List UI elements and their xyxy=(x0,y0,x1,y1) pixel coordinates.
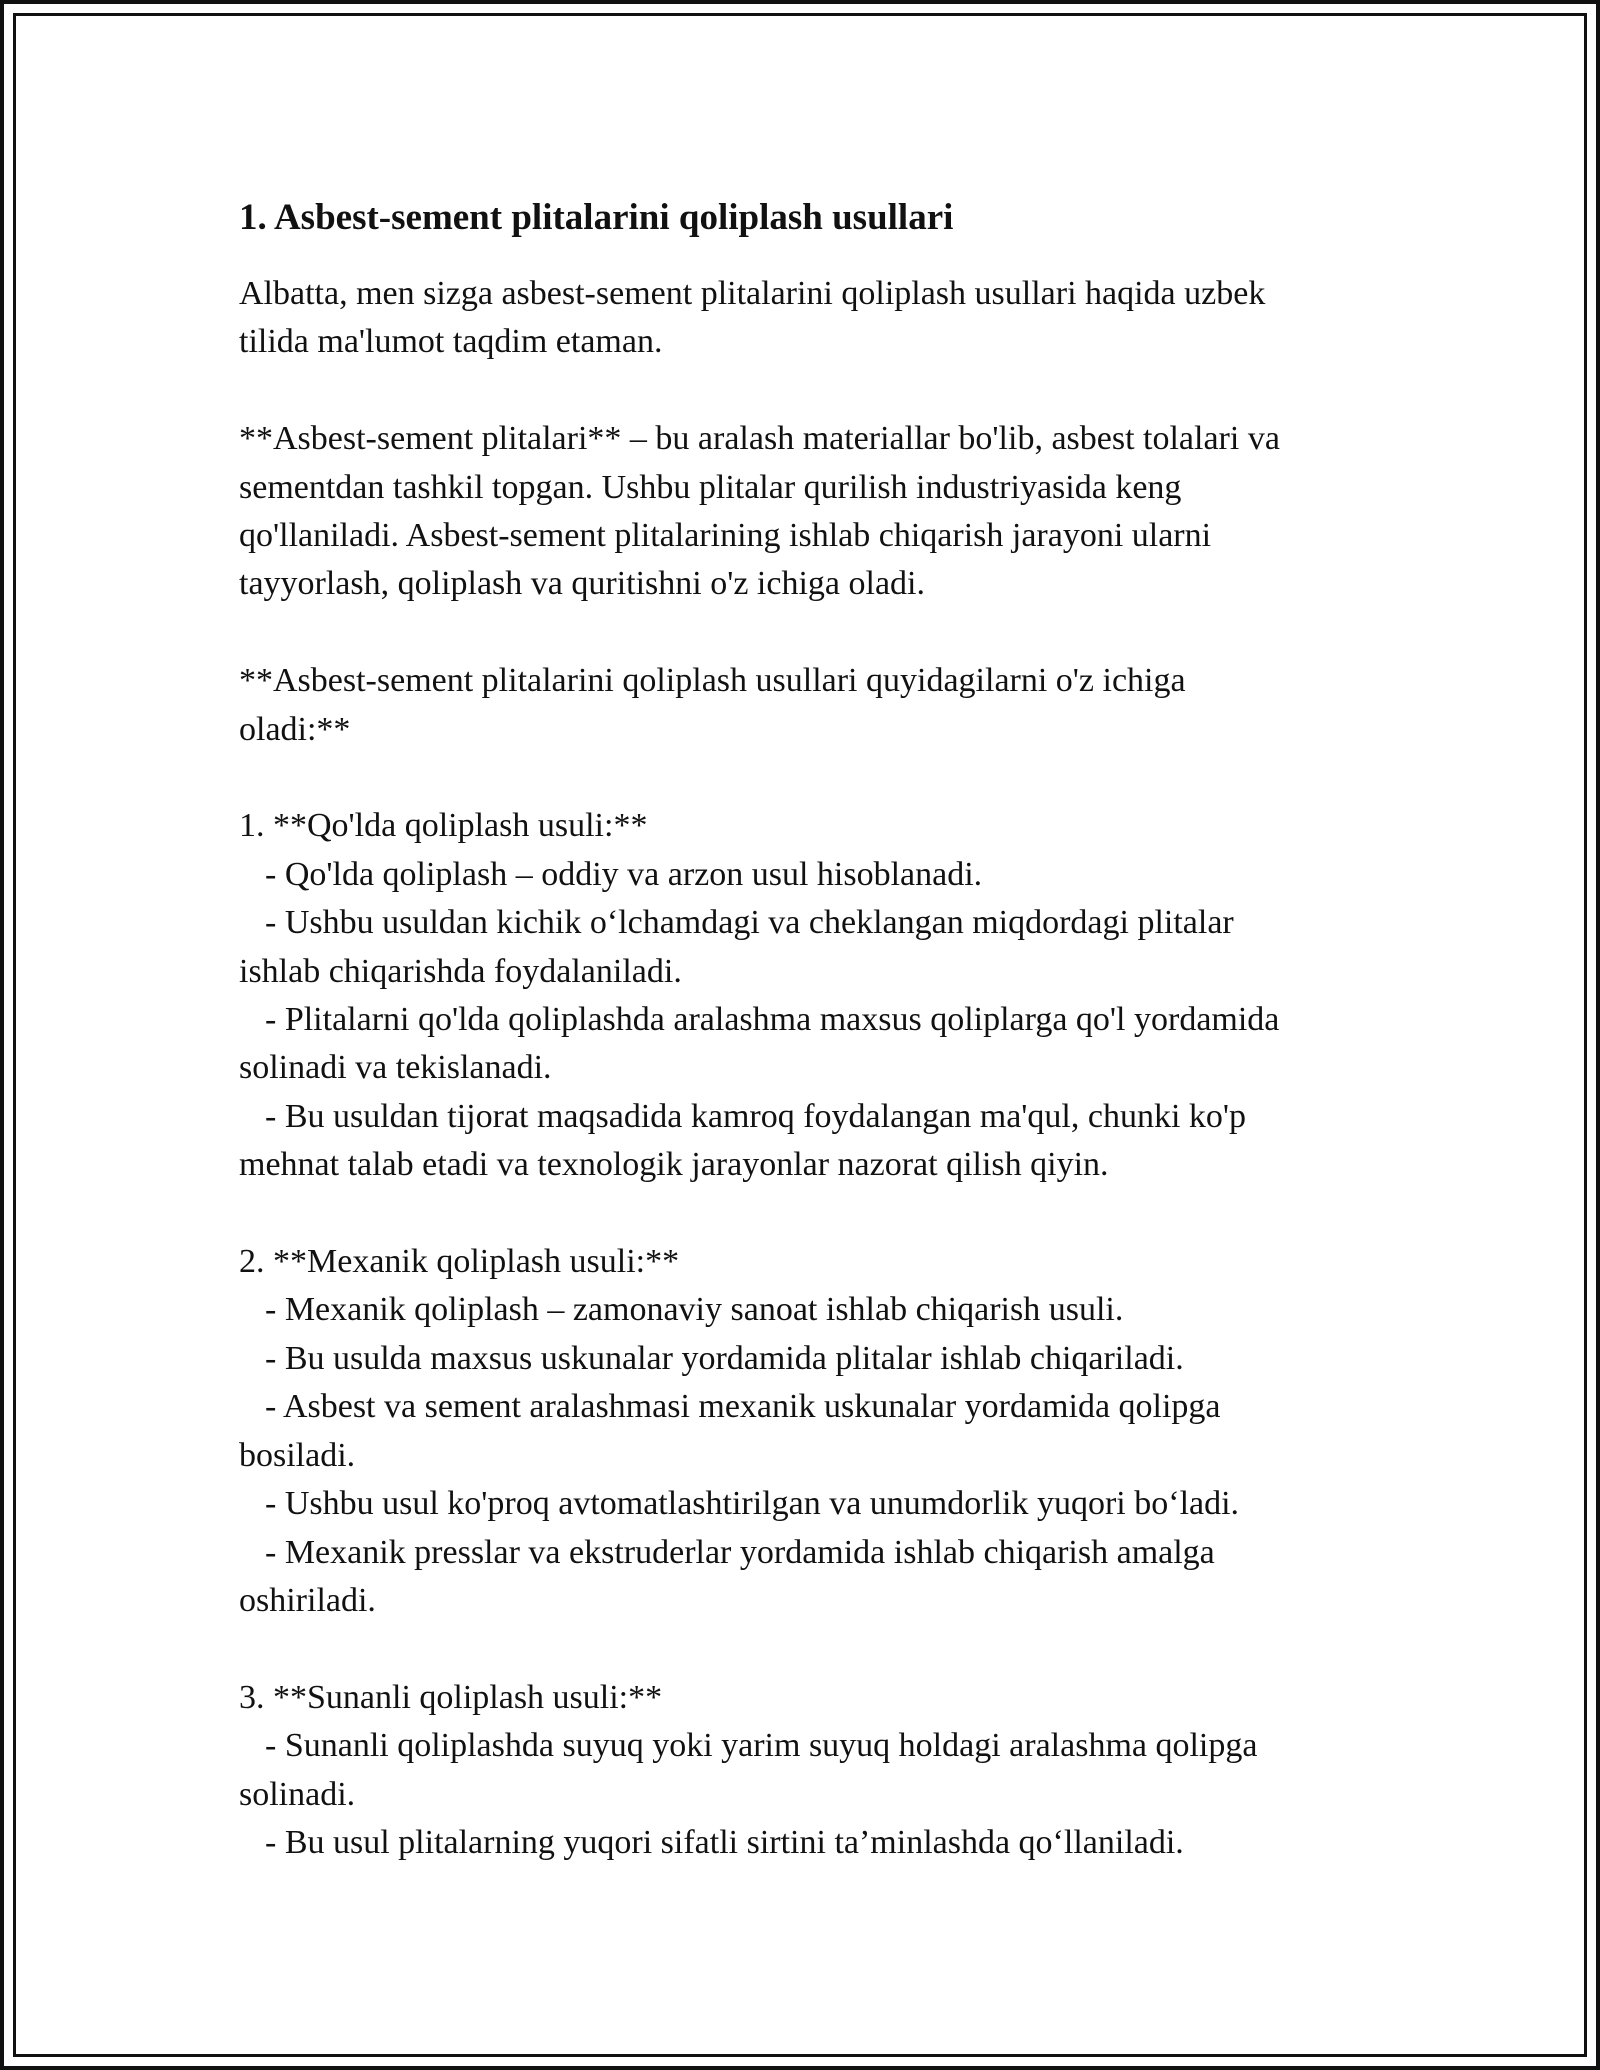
method-2-heading: 2. **Mexanik qoliplash usuli:** xyxy=(239,1243,680,1281)
method-2-bullet: - Mexanik presslar va ekstruderlar yordamida ishlab chiqarish amalga xyxy=(265,1533,1215,1571)
method-2-section xyxy=(239,1238,1379,1625)
method-1-bullet: - Bu usuldan tijorat maqsadida kamroq foydalangan ma'qul, chunki ko'p xyxy=(265,1097,1247,1135)
method-1-bullet-continuation: ishlab chiqarishda foydalaniladi. xyxy=(239,952,682,990)
definition-line: sementdan tashkil topgan. Ushbu plitalar qurilish industriyasida keng xyxy=(239,468,1182,506)
method-3-heading: 3. **Sunanli qoliplash usuli:** xyxy=(239,1678,663,1716)
paragraph-gap xyxy=(239,367,1379,415)
paragraph-gap xyxy=(239,1625,1379,1673)
method-2-bullet-continuation: oshiriladi. xyxy=(239,1581,376,1619)
methods-intro-line: oladi:** xyxy=(239,710,351,748)
method-2-bullet: - Bu usulda maxsus uskunalar yordamida plitalar ishlab chiqariladi. xyxy=(265,1339,1184,1377)
document-title: 1. Asbest-sement plitalarini qoliplash usullari xyxy=(239,197,954,238)
method-2-bullet: - Asbest va sement aralashmasi mexanik uskunalar yordamida qolipga xyxy=(265,1388,1221,1426)
method-1-bullet: - Ushbu usuldan kichik o‘lchamdagi va cheklangan miqdordagi plitalar xyxy=(265,904,1234,942)
method-1-bullet-continuation: solinadi va tekislanadi. xyxy=(239,1049,552,1087)
method-3-section xyxy=(239,1674,1379,1868)
definition-line: tayyorlash, qoliplash va quritishni o'z ichiga oladi. xyxy=(239,565,925,603)
definition-paragraph xyxy=(239,415,1379,609)
methods-intro-line: **Asbest-sement plitalarini qoliplash usullari quyidagilarni o'z ichiga xyxy=(239,662,1186,700)
method-2-bullet: - Mexanik qoliplash – zamonaviy sanoat ishlab chiqarish usuli. xyxy=(265,1291,1124,1329)
definition-line: **Asbest-sement plitalari** – bu aralash materiallar bo'lib, asbest tolalari va xyxy=(239,420,1280,458)
method-3-bullet: - Sunanli qoliplashda suyuq yoki yarim suyuq holdagi aralashma qolipga xyxy=(265,1727,1258,1765)
definition-line: qo'llaniladi. Asbest-sement plitalarining ishlab chiqarish jarayoni ularni xyxy=(239,517,1212,555)
intro-line: tilida ma'lumot taqdim etaman. xyxy=(239,323,663,361)
methods-intro-paragraph xyxy=(239,657,1379,754)
method-1-bullet-continuation: mehnat talab etadi va texnologik jarayonlar nazorat qilish qiyin. xyxy=(239,1146,1109,1184)
method-1-section xyxy=(239,802,1379,1189)
document-body xyxy=(239,190,1379,1867)
method-3-bullet-continuation: solinadi. xyxy=(239,1775,356,1813)
intro-line: Albatta, men sizga asbest-sement plitalarini qoliplash usullari haqida uzbek xyxy=(239,275,1266,312)
method-2-bullet-continuation: bosiladi. xyxy=(239,1436,356,1474)
method-1-heading: 1. **Qo'lda qoliplash usuli:** xyxy=(239,807,648,845)
paragraph-gap xyxy=(239,754,1379,802)
method-3-bullet: - Bu usul plitalarning yuqori sifatli sirtini ta’minlashda qo‘llaniladi. xyxy=(265,1823,1184,1861)
method-2-bullet: - Ushbu usul ko'proq avtomatlashtirilgan va unumdorlik yuqori bo‘ladi. xyxy=(265,1485,1240,1523)
paragraph-gap xyxy=(239,609,1379,657)
intro-paragraph xyxy=(239,270,1379,367)
paragraph-gap xyxy=(239,1190,1379,1238)
method-1-bullet: - Plitalarni qo'lda qoliplashda aralashma maxsus qoliplarga qo'l yordamida xyxy=(265,1001,1280,1039)
method-1-bullet: - Qo'lda qoliplash – oddiy va arzon usul hisoblanadi. xyxy=(265,855,983,893)
